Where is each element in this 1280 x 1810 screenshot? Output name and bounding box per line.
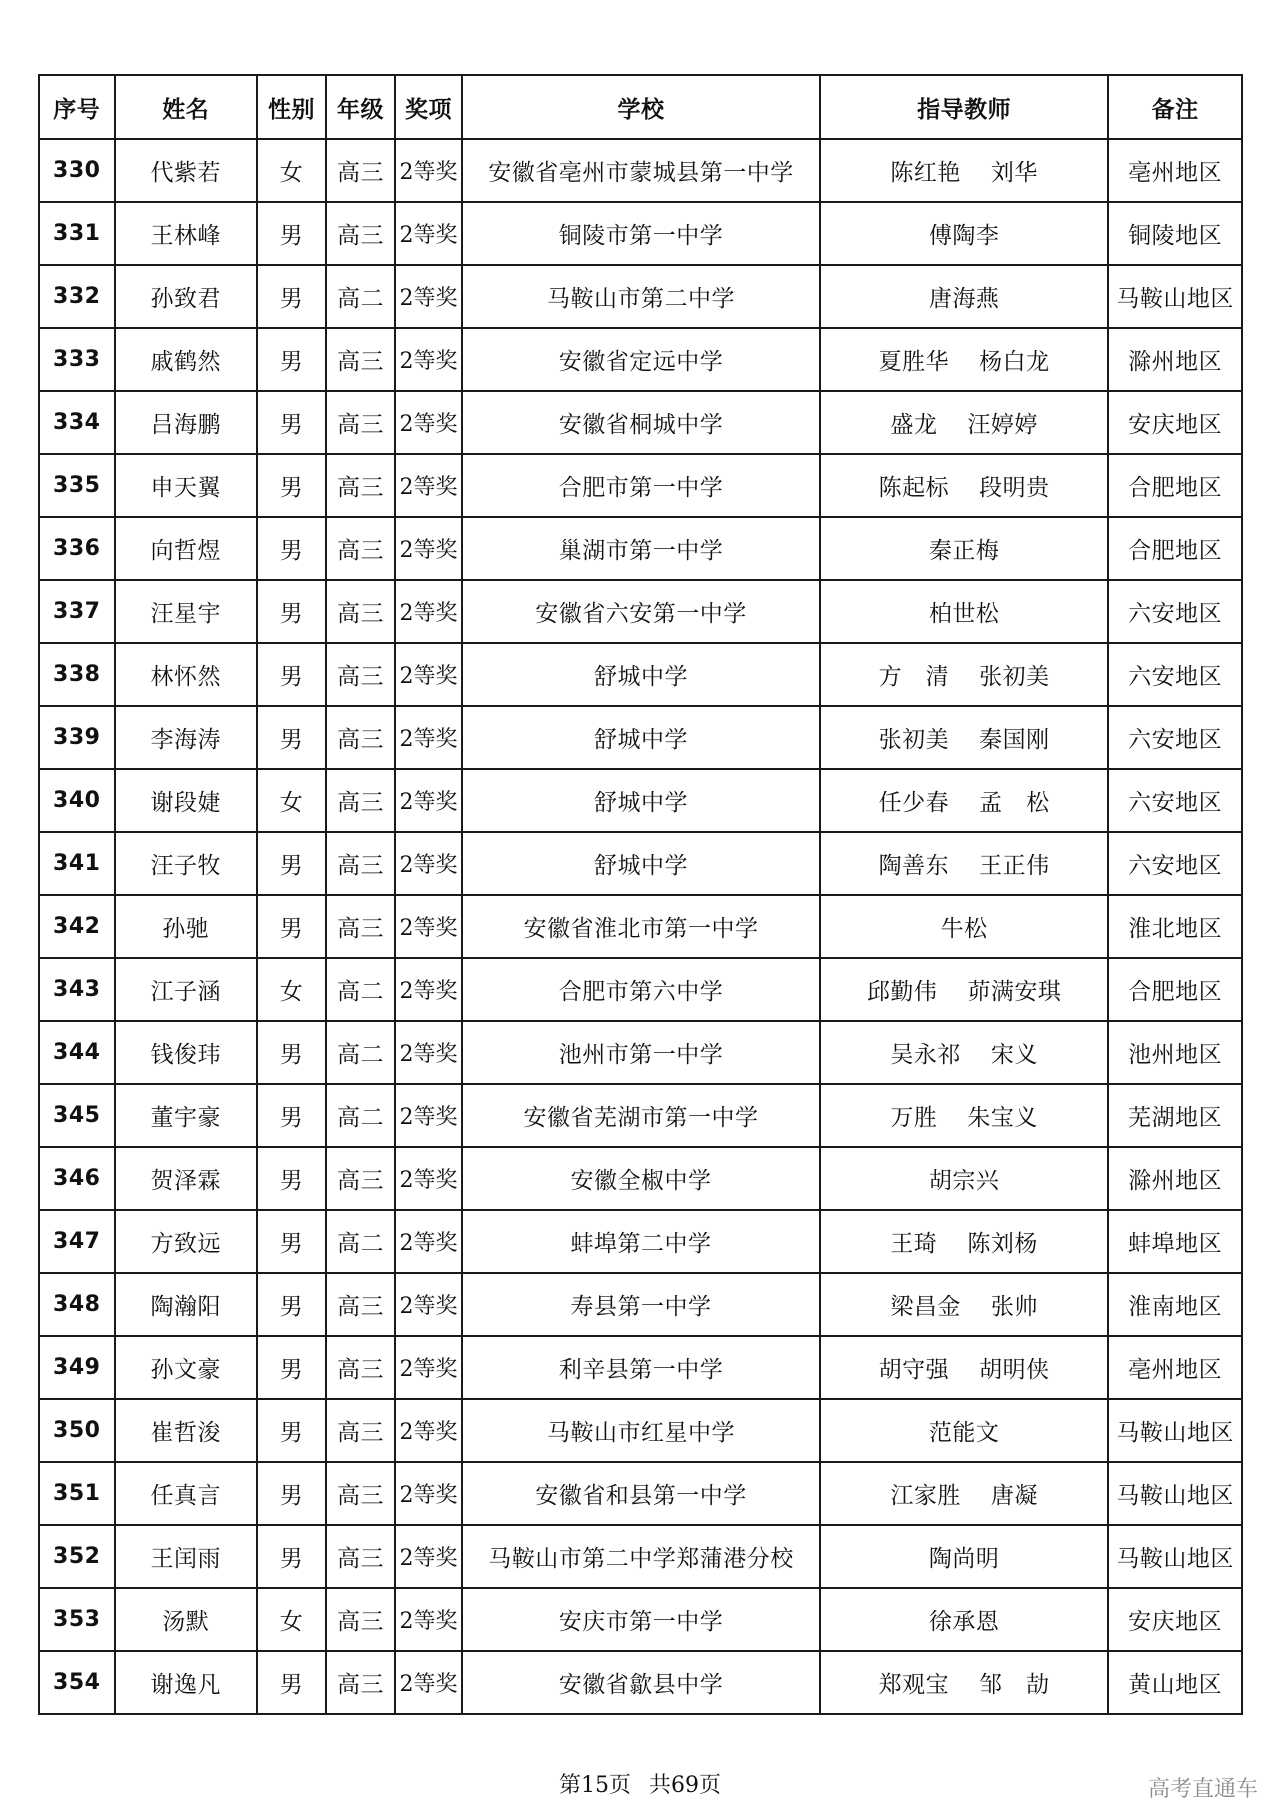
cell-region: 滁州地区 (1108, 1147, 1242, 1210)
cell-gender: 男 (257, 1651, 326, 1714)
cell-school: 巢湖市第一中学 (462, 517, 820, 580)
cell-award: 2等奖 (395, 643, 462, 706)
cell-school: 合肥市第一中学 (462, 454, 820, 517)
cell-grade: 高三 (326, 139, 395, 202)
cell-award: 2等奖 (395, 1210, 462, 1273)
teacher-name: 陶尚明 (928, 1546, 1000, 1572)
cell-teachers (820, 706, 1108, 769)
teacher-name: 茆满安琪 (967, 979, 1062, 1005)
cell-grade: 高三 (326, 706, 395, 769)
teacher-name: 柏世松 (928, 601, 1000, 627)
cell-teachers (820, 1462, 1108, 1525)
cell-name: 贺泽霖 (115, 1147, 257, 1210)
cell-school: 安徽省芜湖市第一中学 (462, 1084, 820, 1147)
cell-teachers (820, 265, 1108, 328)
teacher-name: 方 清 (878, 664, 950, 690)
cell-teachers (820, 643, 1108, 706)
cell-name: 崔哲浚 (115, 1399, 257, 1462)
cell-award: 2等奖 (395, 454, 462, 517)
table-row (39, 517, 1242, 580)
table-row (39, 643, 1242, 706)
cell-teachers (820, 1147, 1108, 1210)
cell-school: 安徽省桐城中学 (462, 391, 820, 454)
cell-school: 安徽省亳州市蒙城县第一中学 (462, 139, 820, 202)
cell-region: 滁州地区 (1108, 328, 1242, 391)
cell-grade: 高三 (326, 895, 395, 958)
cell-teachers (820, 958, 1108, 1021)
cell-gender: 女 (257, 139, 326, 202)
cell-region: 亳州地区 (1108, 1336, 1242, 1399)
cell-region: 马鞍山地区 (1108, 1462, 1242, 1525)
cell-school: 安徽省淮北市第一中学 (462, 895, 820, 958)
table-row (39, 328, 1242, 391)
cell-award: 2等奖 (395, 1021, 462, 1084)
cell-no: 335 (39, 454, 115, 517)
cell-name: 陶瀚阳 (115, 1273, 257, 1336)
cell-name: 谢段婕 (115, 769, 257, 832)
teacher-name: 唐海燕 (928, 286, 1000, 312)
table-row (39, 1210, 1242, 1273)
cell-school: 安徽省和县第一中学 (462, 1462, 820, 1525)
cell-region: 合肥地区 (1108, 454, 1242, 517)
teacher-name: 胡明侠 (979, 1357, 1050, 1383)
cell-teachers (820, 832, 1108, 895)
column-header-grade: 年级 (326, 75, 395, 139)
cell-no: 347 (39, 1210, 115, 1273)
cell-teachers (820, 895, 1108, 958)
cell-school: 利辛县第一中学 (462, 1336, 820, 1399)
watermark-text: 高考直通车 (1147, 1777, 1258, 1802)
cell-award: 2等奖 (395, 1462, 462, 1525)
cell-teachers (820, 1336, 1108, 1399)
teacher-name: 张初美 (979, 664, 1050, 690)
cell-region: 六安地区 (1108, 832, 1242, 895)
cell-grade: 高三 (326, 1336, 395, 1399)
cell-no: 340 (39, 769, 115, 832)
teacher-name: 江家胜 (890, 1483, 961, 1509)
cell-award: 2等奖 (395, 391, 462, 454)
table-row (39, 706, 1242, 769)
cell-no: 338 (39, 643, 115, 706)
cell-no: 348 (39, 1273, 115, 1336)
cell-award: 2等奖 (395, 832, 462, 895)
column-header-no: 序号 (39, 75, 115, 139)
cell-gender: 男 (257, 580, 326, 643)
cell-name: 董宇豪 (115, 1084, 257, 1147)
cell-name: 王闰雨 (115, 1525, 257, 1588)
table-row (39, 139, 1242, 202)
cell-school: 池州市第一中学 (462, 1021, 820, 1084)
cell-award: 2等奖 (395, 580, 462, 643)
cell-grade: 高三 (326, 391, 395, 454)
teacher-name: 段明贵 (979, 475, 1050, 501)
cell-school: 马鞍山市第二中学 (462, 265, 820, 328)
table-row (39, 958, 1242, 1021)
cell-teachers (820, 769, 1108, 832)
cell-name: 林怀然 (115, 643, 257, 706)
cell-grade: 高三 (326, 1588, 395, 1651)
cell-name: 任真言 (115, 1462, 257, 1525)
cell-award: 2等奖 (395, 202, 462, 265)
cell-grade: 高二 (326, 958, 395, 1021)
cell-no: 350 (39, 1399, 115, 1462)
teacher-name: 邹 劼 (979, 1672, 1050, 1698)
page-total: 共69页 (649, 1773, 721, 1798)
cell-gender: 男 (257, 706, 326, 769)
cell-school: 舒城中学 (462, 643, 820, 706)
cell-school: 安徽省定远中学 (462, 328, 820, 391)
cell-teachers (820, 1210, 1108, 1273)
cell-no: 332 (39, 265, 115, 328)
teacher-name: 汪婷婷 (967, 412, 1038, 438)
cell-region: 芜湖地区 (1108, 1084, 1242, 1147)
cell-award: 2等奖 (395, 1336, 462, 1399)
cell-gender: 男 (257, 832, 326, 895)
cell-award: 2等奖 (395, 1651, 462, 1714)
cell-gender: 女 (257, 1588, 326, 1651)
table-row (39, 895, 1242, 958)
cell-grade: 高三 (326, 769, 395, 832)
cell-region: 马鞍山地区 (1108, 1525, 1242, 1588)
cell-teachers (820, 1525, 1108, 1588)
cell-teachers (820, 580, 1108, 643)
table-row (39, 454, 1242, 517)
table-row (39, 1462, 1242, 1525)
teacher-name: 杨白龙 (979, 349, 1050, 375)
column-header-gender: 性别 (257, 75, 326, 139)
teacher-name: 吴永祁 (890, 1042, 961, 1068)
teacher-name: 任少春 (878, 790, 950, 816)
cell-award: 2等奖 (395, 769, 462, 832)
cell-gender: 女 (257, 958, 326, 1021)
cell-name: 谢逸凡 (115, 1651, 257, 1714)
cell-school: 安徽全椒中学 (462, 1147, 820, 1210)
teacher-name: 张帅 (990, 1294, 1038, 1320)
teacher-name: 徐承恩 (928, 1609, 1000, 1635)
cell-name: 孙文豪 (115, 1336, 257, 1399)
cell-region: 六安地区 (1108, 643, 1242, 706)
table-row (39, 1525, 1242, 1588)
teacher-name: 胡守强 (878, 1357, 950, 1383)
cell-grade: 高二 (326, 1210, 395, 1273)
teacher-name: 朱宝义 (967, 1105, 1038, 1131)
column-header-remark: 备注 (1108, 75, 1242, 139)
cell-award: 2等奖 (395, 1147, 462, 1210)
cell-gender: 男 (257, 1147, 326, 1210)
cell-school: 安庆市第一中学 (462, 1588, 820, 1651)
cell-name: 汪子牧 (115, 832, 257, 895)
cell-grade: 高三 (326, 1273, 395, 1336)
teacher-name: 陈起标 (878, 475, 950, 501)
cell-name: 江子涵 (115, 958, 257, 1021)
table-row (39, 769, 1242, 832)
cell-award: 2等奖 (395, 706, 462, 769)
cell-no: 339 (39, 706, 115, 769)
table-row (39, 202, 1242, 265)
cell-teachers (820, 391, 1108, 454)
cell-award: 2等奖 (395, 958, 462, 1021)
cell-name: 李海涛 (115, 706, 257, 769)
teacher-name: 王正伟 (979, 853, 1050, 879)
cell-school: 寿县第一中学 (462, 1273, 820, 1336)
teacher-name: 秦国刚 (979, 727, 1050, 753)
cell-name: 向哲煜 (115, 517, 257, 580)
cell-name: 钱俊玮 (115, 1021, 257, 1084)
cell-teachers (820, 139, 1108, 202)
page-number: 第15页 (559, 1773, 631, 1798)
cell-region: 六安地区 (1108, 580, 1242, 643)
table-row (39, 1399, 1242, 1462)
table-row (39, 1273, 1242, 1336)
cell-region: 安庆地区 (1108, 1588, 1242, 1651)
teacher-name: 陈红艳 (890, 160, 961, 186)
cell-no: 344 (39, 1021, 115, 1084)
cell-no: 336 (39, 517, 115, 580)
cell-name: 方致远 (115, 1210, 257, 1273)
cell-award: 2等奖 (395, 1273, 462, 1336)
cell-gender: 男 (257, 454, 326, 517)
cell-no: 334 (39, 391, 115, 454)
cell-no: 330 (39, 139, 115, 202)
cell-gender: 男 (257, 1210, 326, 1273)
cell-gender: 男 (257, 391, 326, 454)
cell-teachers (820, 517, 1108, 580)
cell-no: 342 (39, 895, 115, 958)
cell-no: 352 (39, 1525, 115, 1588)
cell-no: 351 (39, 1462, 115, 1525)
cell-grade: 高三 (326, 454, 395, 517)
cell-teachers (820, 1588, 1108, 1651)
teacher-name: 郑观宝 (878, 1672, 950, 1698)
cell-gender: 男 (257, 1336, 326, 1399)
cell-gender: 男 (257, 643, 326, 706)
award-list-table (38, 74, 1243, 1715)
table-row (39, 1651, 1242, 1714)
cell-grade: 高二 (326, 1021, 395, 1084)
cell-no: 353 (39, 1588, 115, 1651)
table-row (39, 1336, 1242, 1399)
cell-award: 2等奖 (395, 139, 462, 202)
teacher-name: 张初美 (878, 727, 950, 753)
page-footer (0, 1768, 1280, 1799)
cell-name: 孙驰 (115, 895, 257, 958)
cell-grade: 高三 (326, 1147, 395, 1210)
cell-no: 333 (39, 328, 115, 391)
cell-school: 安徽省歙县中学 (462, 1651, 820, 1714)
cell-gender: 男 (257, 895, 326, 958)
cell-award: 2等奖 (395, 1399, 462, 1462)
teacher-name: 范能文 (928, 1420, 1000, 1446)
cell-award: 2等奖 (395, 895, 462, 958)
table-row (39, 265, 1242, 328)
cell-teachers (820, 1084, 1108, 1147)
cell-award: 2等奖 (395, 517, 462, 580)
cell-award: 2等奖 (395, 265, 462, 328)
cell-gender: 男 (257, 1021, 326, 1084)
table-header-row (39, 75, 1242, 139)
cell-no: 346 (39, 1147, 115, 1210)
cell-gender: 男 (257, 1462, 326, 1525)
cell-gender: 男 (257, 1084, 326, 1147)
cell-name: 戚鹤然 (115, 328, 257, 391)
cell-region: 马鞍山地区 (1108, 265, 1242, 328)
cell-no: 345 (39, 1084, 115, 1147)
cell-no: 349 (39, 1336, 115, 1399)
cell-gender: 女 (257, 769, 326, 832)
column-header-name: 姓名 (115, 75, 257, 139)
table-body (39, 139, 1242, 1714)
cell-gender: 男 (257, 328, 326, 391)
teacher-name: 王琦 (890, 1231, 938, 1257)
cell-award: 2等奖 (395, 1084, 462, 1147)
cell-region: 合肥地区 (1108, 517, 1242, 580)
cell-no: 341 (39, 832, 115, 895)
cell-name: 汪星宇 (115, 580, 257, 643)
cell-grade: 高三 (326, 1651, 395, 1714)
cell-school: 安徽省六安第一中学 (462, 580, 820, 643)
cell-school: 蚌埠第二中学 (462, 1210, 820, 1273)
cell-grade: 高三 (326, 328, 395, 391)
cell-gender: 男 (257, 517, 326, 580)
cell-school: 舒城中学 (462, 706, 820, 769)
cell-no: 354 (39, 1651, 115, 1714)
cell-region: 蚌埠地区 (1108, 1210, 1242, 1273)
cell-grade: 高三 (326, 517, 395, 580)
table-row (39, 391, 1242, 454)
cell-teachers (820, 1399, 1108, 1462)
cell-gender: 男 (257, 1399, 326, 1462)
cell-gender: 男 (257, 202, 326, 265)
cell-grade: 高三 (326, 832, 395, 895)
cell-no: 331 (39, 202, 115, 265)
cell-grade: 高三 (326, 202, 395, 265)
table-row (39, 1021, 1242, 1084)
cell-name: 孙致君 (115, 265, 257, 328)
cell-school: 铜陵市第一中学 (462, 202, 820, 265)
cell-grade: 高二 (326, 1084, 395, 1147)
cell-school: 舒城中学 (462, 769, 820, 832)
teacher-name: 唐凝 (990, 1483, 1038, 1509)
cell-region: 安庆地区 (1108, 391, 1242, 454)
cell-grade: 高三 (326, 580, 395, 643)
cell-region: 马鞍山地区 (1108, 1399, 1242, 1462)
cell-grade: 高三 (326, 1399, 395, 1462)
column-header-award: 奖项 (395, 75, 462, 139)
table-row (39, 1084, 1242, 1147)
cell-school: 马鞍山市第二中学郑蒲港分校 (462, 1525, 820, 1588)
cell-award: 2等奖 (395, 1525, 462, 1588)
teacher-name: 梁昌金 (890, 1294, 961, 1320)
teacher-name: 万胜 (890, 1105, 938, 1131)
teacher-name: 盛龙 (890, 412, 938, 438)
cell-gender: 男 (257, 265, 326, 328)
cell-region: 池州地区 (1108, 1021, 1242, 1084)
cell-name: 代紫若 (115, 139, 257, 202)
cell-school: 合肥市第六中学 (462, 958, 820, 1021)
cell-region: 黄山地区 (1108, 1651, 1242, 1714)
cell-name: 王林峰 (115, 202, 257, 265)
teacher-name: 夏胜华 (878, 349, 950, 375)
cell-name: 申天翼 (115, 454, 257, 517)
cell-region: 亳州地区 (1108, 139, 1242, 202)
cell-region: 六安地区 (1108, 769, 1242, 832)
teacher-name: 陈刘杨 (967, 1231, 1038, 1257)
teacher-name: 傅陶李 (928, 223, 1000, 249)
cell-gender: 男 (257, 1525, 326, 1588)
cell-region: 合肥地区 (1108, 958, 1242, 1021)
cell-grade: 高二 (326, 265, 395, 328)
cell-region: 淮北地区 (1108, 895, 1242, 958)
cell-teachers (820, 1273, 1108, 1336)
teacher-name: 孟 松 (979, 790, 1050, 816)
cell-grade: 高三 (326, 1525, 395, 1588)
cell-school: 马鞍山市红星中学 (462, 1399, 820, 1462)
cell-award: 2等奖 (395, 1588, 462, 1651)
cell-grade: 高三 (326, 643, 395, 706)
cell-teachers (820, 1651, 1108, 1714)
cell-teachers (820, 454, 1108, 517)
teacher-name: 邱勤伟 (866, 979, 938, 1005)
column-header-school: 学校 (462, 75, 820, 139)
cell-teachers (820, 202, 1108, 265)
teacher-name: 牛松 (940, 916, 988, 942)
table-row (39, 1147, 1242, 1210)
teacher-name: 宋义 (990, 1042, 1038, 1068)
teacher-name: 陶善东 (878, 853, 950, 879)
table-row (39, 1588, 1242, 1651)
cell-no: 337 (39, 580, 115, 643)
table-row (39, 580, 1242, 643)
cell-no: 343 (39, 958, 115, 1021)
cell-award: 2等奖 (395, 328, 462, 391)
teacher-name: 胡宗兴 (928, 1168, 1000, 1194)
cell-region: 淮南地区 (1108, 1273, 1242, 1336)
cell-grade: 高三 (326, 1462, 395, 1525)
cell-region: 六安地区 (1108, 706, 1242, 769)
column-header-teachers: 指导教师 (820, 75, 1108, 139)
teacher-name: 秦正梅 (928, 538, 1000, 564)
cell-name: 汤默 (115, 1588, 257, 1651)
cell-school: 舒城中学 (462, 832, 820, 895)
cell-region: 铜陵地区 (1108, 202, 1242, 265)
cell-gender: 男 (257, 1273, 326, 1336)
cell-name: 吕海鹏 (115, 391, 257, 454)
cell-teachers (820, 328, 1108, 391)
table-row (39, 832, 1242, 895)
cell-teachers (820, 1021, 1108, 1084)
teacher-name: 刘华 (990, 160, 1038, 186)
